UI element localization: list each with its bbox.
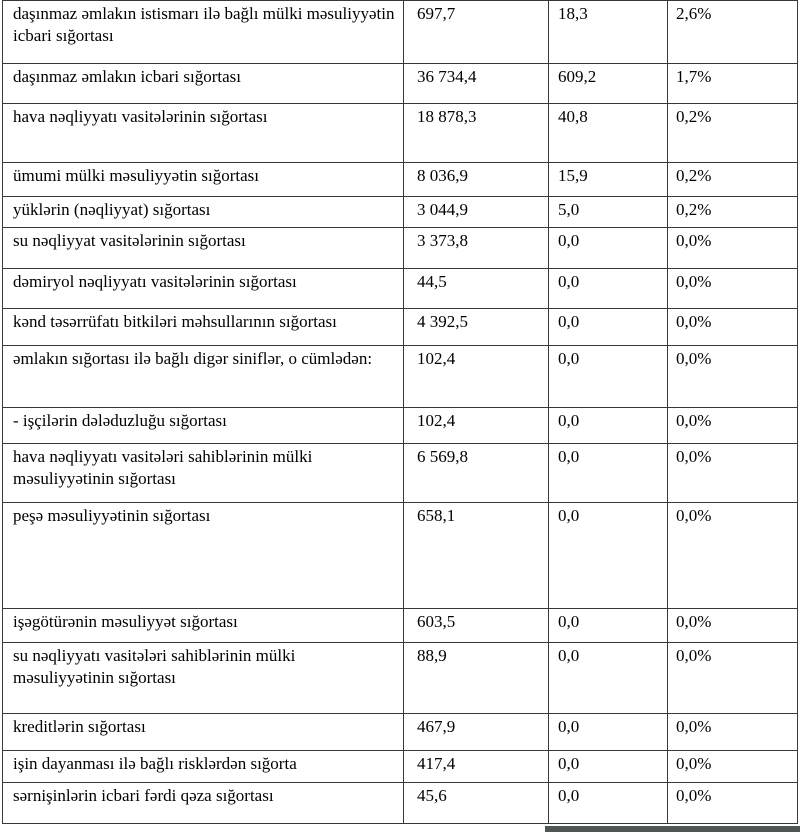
claims-value: 0,0 (549, 346, 668, 408)
claims-value: 40,8 (549, 104, 668, 163)
share-percent: 0,0% (668, 444, 798, 503)
premium-value: 3 044,9 (404, 197, 549, 228)
claims-value: 0,0 (549, 228, 668, 269)
premium-value: 36 734,4 (404, 64, 549, 104)
share-percent: 0,2% (668, 104, 798, 163)
share-percent: 0,0% (668, 714, 798, 751)
insurance-type-label: ümumi mülki məsuliyyətin sığortası (3, 163, 404, 197)
share-percent: 0,0% (668, 346, 798, 408)
insurance-type-label: su nəqliyyatı vasitələri sahiblərinin mülki məsuliyyətinin sığortası (3, 643, 404, 714)
table-row (3, 64, 798, 104)
premium-value: 45,6 (404, 783, 549, 824)
table-row (3, 1, 798, 64)
claims-value: 0,0 (549, 609, 668, 643)
insurance-type-label: hava nəqliyyatı vasitələri sahiblərinin mülki məsuliyyətinin sığortası (3, 444, 404, 503)
share-percent: 0,0% (668, 751, 798, 783)
insurance-type-label: əmlakın sığortası ilə bağlı digər siniflər, o cümlədən: (3, 346, 404, 408)
share-percent: 1,7% (668, 64, 798, 104)
share-percent: 0,0% (668, 269, 798, 309)
share-percent: 0,0% (668, 783, 798, 824)
premium-value: 18 878,3 (404, 104, 549, 163)
table-row (3, 714, 798, 751)
insurance-type-label: daşınmaz əmlakın icbari sığortası (3, 64, 404, 104)
share-percent: 2,6% (668, 1, 798, 64)
premium-value: 4 392,5 (404, 309, 549, 346)
claims-value: 0,0 (549, 444, 668, 503)
premium-value: 88,9 (404, 643, 549, 714)
share-percent: 0,0% (668, 408, 798, 444)
insurance-type-label: sərnişinlərin icbari fərdi qəza sığortası (3, 783, 404, 824)
insurance-type-label: daşınmaz əmlakın istismarı ilə bağlı mülki məsuliyyətin icbari sığortası (3, 1, 404, 64)
claims-value: 18,3 (549, 1, 668, 64)
premium-value: 467,9 (404, 714, 549, 751)
table-row (3, 163, 798, 197)
share-percent: 0,0% (668, 643, 798, 714)
table-row (3, 643, 798, 714)
claims-value: 5,0 (549, 197, 668, 228)
share-percent: 0,2% (668, 197, 798, 228)
premium-value: 603,5 (404, 609, 549, 643)
claims-value: 15,9 (549, 163, 668, 197)
premium-value: 3 373,8 (404, 228, 549, 269)
premium-value: 102,4 (404, 346, 549, 408)
claims-value: 0,0 (549, 714, 668, 751)
premium-value: 417,4 (404, 751, 549, 783)
premium-value: 697,7 (404, 1, 549, 64)
premium-value: 102,4 (404, 408, 549, 444)
share-percent: 0,0% (668, 503, 798, 609)
claims-value: 0,0 (549, 269, 668, 309)
table-row (3, 609, 798, 643)
table-row (3, 444, 798, 503)
claims-value: 0,0 (549, 309, 668, 346)
insurance-table (2, 0, 798, 824)
premium-value: 8 036,9 (404, 163, 549, 197)
table-row (3, 269, 798, 309)
insurance-type-label: kənd təsərrüfatı bitkiləri məhsullarının sığortası (3, 309, 404, 346)
claims-value: 0,0 (549, 751, 668, 783)
claims-value: 0,0 (549, 503, 668, 609)
insurance-type-label: su nəqliyyat vasitələrinin sığortası (3, 228, 404, 269)
claims-value: 609,2 (549, 64, 668, 104)
claims-value: 0,0 (549, 408, 668, 444)
insurance-type-label: hava nəqliyyatı vasitələrinin sığortası (3, 104, 404, 163)
table-row (3, 309, 798, 346)
insurance-type-label: işəgötürənin məsuliyyət sığortası (3, 609, 404, 643)
table-row (3, 104, 798, 163)
insurance-type-label: dəmiryol nəqliyyatı vasitələrinin sığortası (3, 269, 404, 309)
insurance-type-label: - işçilərin dələduzluğu sığortası (3, 408, 404, 444)
claims-value: 0,0 (549, 783, 668, 824)
table-row (3, 408, 798, 444)
table-row (3, 346, 798, 408)
table-row (3, 503, 798, 609)
table-row (3, 751, 798, 783)
table-row (3, 197, 798, 228)
insurance-type-label: işin dayanması ilə bağlı risklərdən sığorta (3, 751, 404, 783)
insurance-type-label: peşə məsuliyyətinin sığortası (3, 503, 404, 609)
claims-value: 0,0 (549, 643, 668, 714)
next-page-row-fragment (545, 826, 800, 832)
table-row (3, 783, 798, 824)
table-row (3, 228, 798, 269)
insurance-type-label: kreditlərin sığortası (3, 714, 404, 751)
share-percent: 0,0% (668, 228, 798, 269)
premium-value: 658,1 (404, 503, 549, 609)
premium-value: 6 569,8 (404, 444, 549, 503)
premium-value: 44,5 (404, 269, 549, 309)
share-percent: 0,0% (668, 309, 798, 346)
insurance-type-label: yüklərin (nəqliyyat) sığortası (3, 197, 404, 228)
share-percent: 0,0% (668, 609, 798, 643)
share-percent: 0,2% (668, 163, 798, 197)
